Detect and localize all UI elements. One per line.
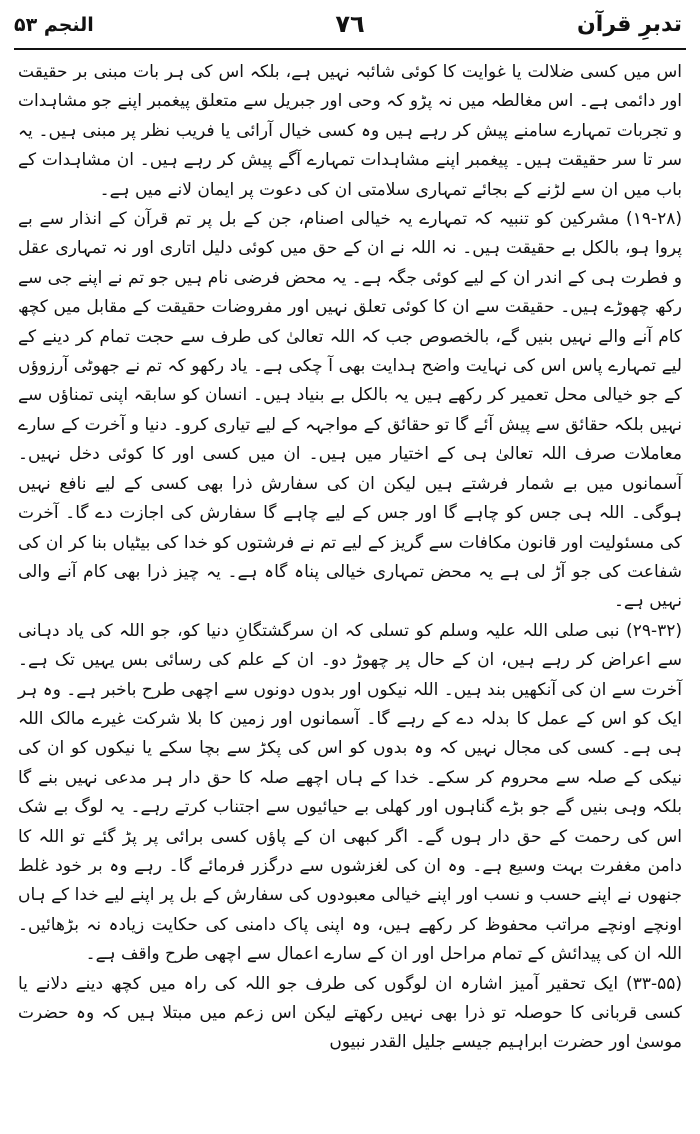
paragraph-19-28: (۱۹-۲۸) مشرکین کو تنبیہ کہ تمہارے یہ خیالی اصنام، جن کے بل پر تم قرآن کے انذار سے بے پروا ہو، بالکل بے حقیقت ہیں۔ نہ اللہ نے ان کے حق میں کوئی دلیل اتاری اور نہ تمہاری عقل و فطرت ہی کے اندر ان کے لیے کوئی جگہ ہے۔ یہ محض فرضی نام ہیں جو تم نے اپنے جی سے رکھ چھوڑے ہیں۔ حقیقت سے ان کا کوئی تعلق نہیں اور مفروضات حقیقت کے مقابل میں کچھ کام آنے والے نہیں بنیں گے، بالخصوص جب کہ اللہ تعالیٰ کی طرف سے حجت تمام کر دینے کے لیے تمہارے پاس اس کی نہایت واضح ہدایت بھی آ چکی ہے۔ یاد رکھو کہ تم نے جھوٹی آرزوؤں کے جو خیالی محل تعمیر کر رکھے ہیں یہ بالکل بے بنیاد ہیں۔ انسان کو سابقہ اپنی تمناؤں سے نہیں بلکہ حقائق سے پیش آئے گا تو حقائق کے مواجہہ کے لیے تیاری کرو۔ دنیا و آخرت کے سارے معاملات صرف اللہ تعالیٰ ہی کے اختیار میں ہیں۔ ان میں کسی اور کا کوئی دخل نہیں۔ آسمانوں میں بے شمار فرشتے ہیں لیکن ان کی سفارش ذرا بھی کسی کے لیے نافع نہیں ہوگی۔ اللہ ہی جس کو چاہے گا اور جس کے لیے چاہے گا سفارش کی اجازت دے گا۔ آخرت کی مسئولیت اور قانون مکافات سے گریز کے لیے تم نے فرشتوں کو خدا کی بیٹیاں بنا کر ان کی شفاعت کی جو آڑ لی ہے یہ محض تمہاری خیالی پناہ گاہ ہے۔ یہ چیز ذرا بھی کام آنے والی نہیں ہے۔ <box>18 209 682 612</box>
paragraph-29-32: (۲۹-۳۲) نبی صلی اللہ علیہ وسلم کو تسلی کہ ان سرگشتگانِ دنیا کو، جو اللہ کی یاد دہانی سے اعراض کر رہے ہیں، ان کے حال پر چھوڑ دو۔ ان کے علم کی رسائی بس یہیں تک ہے۔ آخرت سے ان کی آنکھیں بند ہیں۔ اللہ نیکوں اور بدوں دونوں سے اچھی طرح باخبر ہے۔ وہ ہر ایک کو اس کے عمل کا بدلہ دے کے رہے گا۔ آسمانوں اور زمین کا بلا شرکت غیرے مالک اللہ ہی ہے۔ کسی کی مجال نہیں کہ وہ بدوں کو اس کی پکڑ سے بچا سکے یا نیکوں کو ان کی نیکی کے صلہ سے محروم کر سکے۔ خدا کے ہاں اچھے صلہ کا حق دار ہر مدعی نہیں بنے گا بلکہ وہی بنیں گے جو بڑے گناہوں اور کھلی بے حیائیوں سے اجتناب کرتے رہے۔ یہ لوگ بے شک اس کی رحمت کے حق دار ہوں گے۔ اگر کبھی ان کے پاؤں کسی برائی پر پڑ گئے تو اللہ کا دامن مغفرت بہت وسیع ہے۔ وہ ان کی لغزشوں سے درگزر فرمائے گا۔ رہے وہ بر خود غلط جنھوں نے اپنے حسب و نسب اور اپنے خیالی معبودوں کی سفارش کے بل پر اپنے لیے خدا کے ہاں اونچے اونچے مراتب محفوظ کر رکھے ہیں، وہ اپنی پاک دامنی کی حکایت زیادہ نہ بڑھائیں۔ اللہ ان کی پیدائش کے تمام مراحل اور ان کے سارے اعمال سے اچھی طرح واقف ہے۔ <box>17 620 682 965</box>
paragraph-33-55: (۳۳-۵۵) ایک تحقیر آمیز اشارہ ان لوگوں کی طرف جو اللہ کی راہ میں کچھ دینے دلانے یا کسی قربانی کا حوصلہ تو ذرا بھی نہیں رکھتے لیکن اس زعم میں مبتلا ہیں کہ وہ حضرت موسیٰ اور حضرت ابراہیم جیسے جلیل القدر نبیوں <box>18 973 682 1053</box>
book-title: تدبرِ قرآن <box>577 12 682 37</box>
page-number: ٧٦ <box>335 10 365 38</box>
surah-reference: النجم ۵۳ <box>14 14 94 36</box>
page-body <box>18 58 682 1058</box>
page-header <box>0 8 700 48</box>
paragraph-intro: اس میں کسی ضلالت یا غوایت کا کوئی شائبہ نہیں ہے، بلکہ اس کی ہر بات مبنی بر حقیقت اور دائمی ہے۔ اس مغالطہ میں نہ پڑو کہ وحی اور جبریل سے متعلق پیغمبر اپنے جو مشاہدات و تجربات تمہارے سامنے پیش کر رہے ہیں وہ کسی خیال آرائی یا فریب نظر پر مبنی ہیں۔ یہ سر تا سر حقیقت ہیں۔ پیغمبر اپنے مشاہدات تمہارے آگے پیش کر رہے ہیں۔ ان مشاہدات کے باب میں ان سے لڑنے کے بجائے تمہاری سلامتی ان کی دعوت پر ایمان لانے میں ہے۔ <box>18 62 682 200</box>
header-rule <box>14 48 686 50</box>
